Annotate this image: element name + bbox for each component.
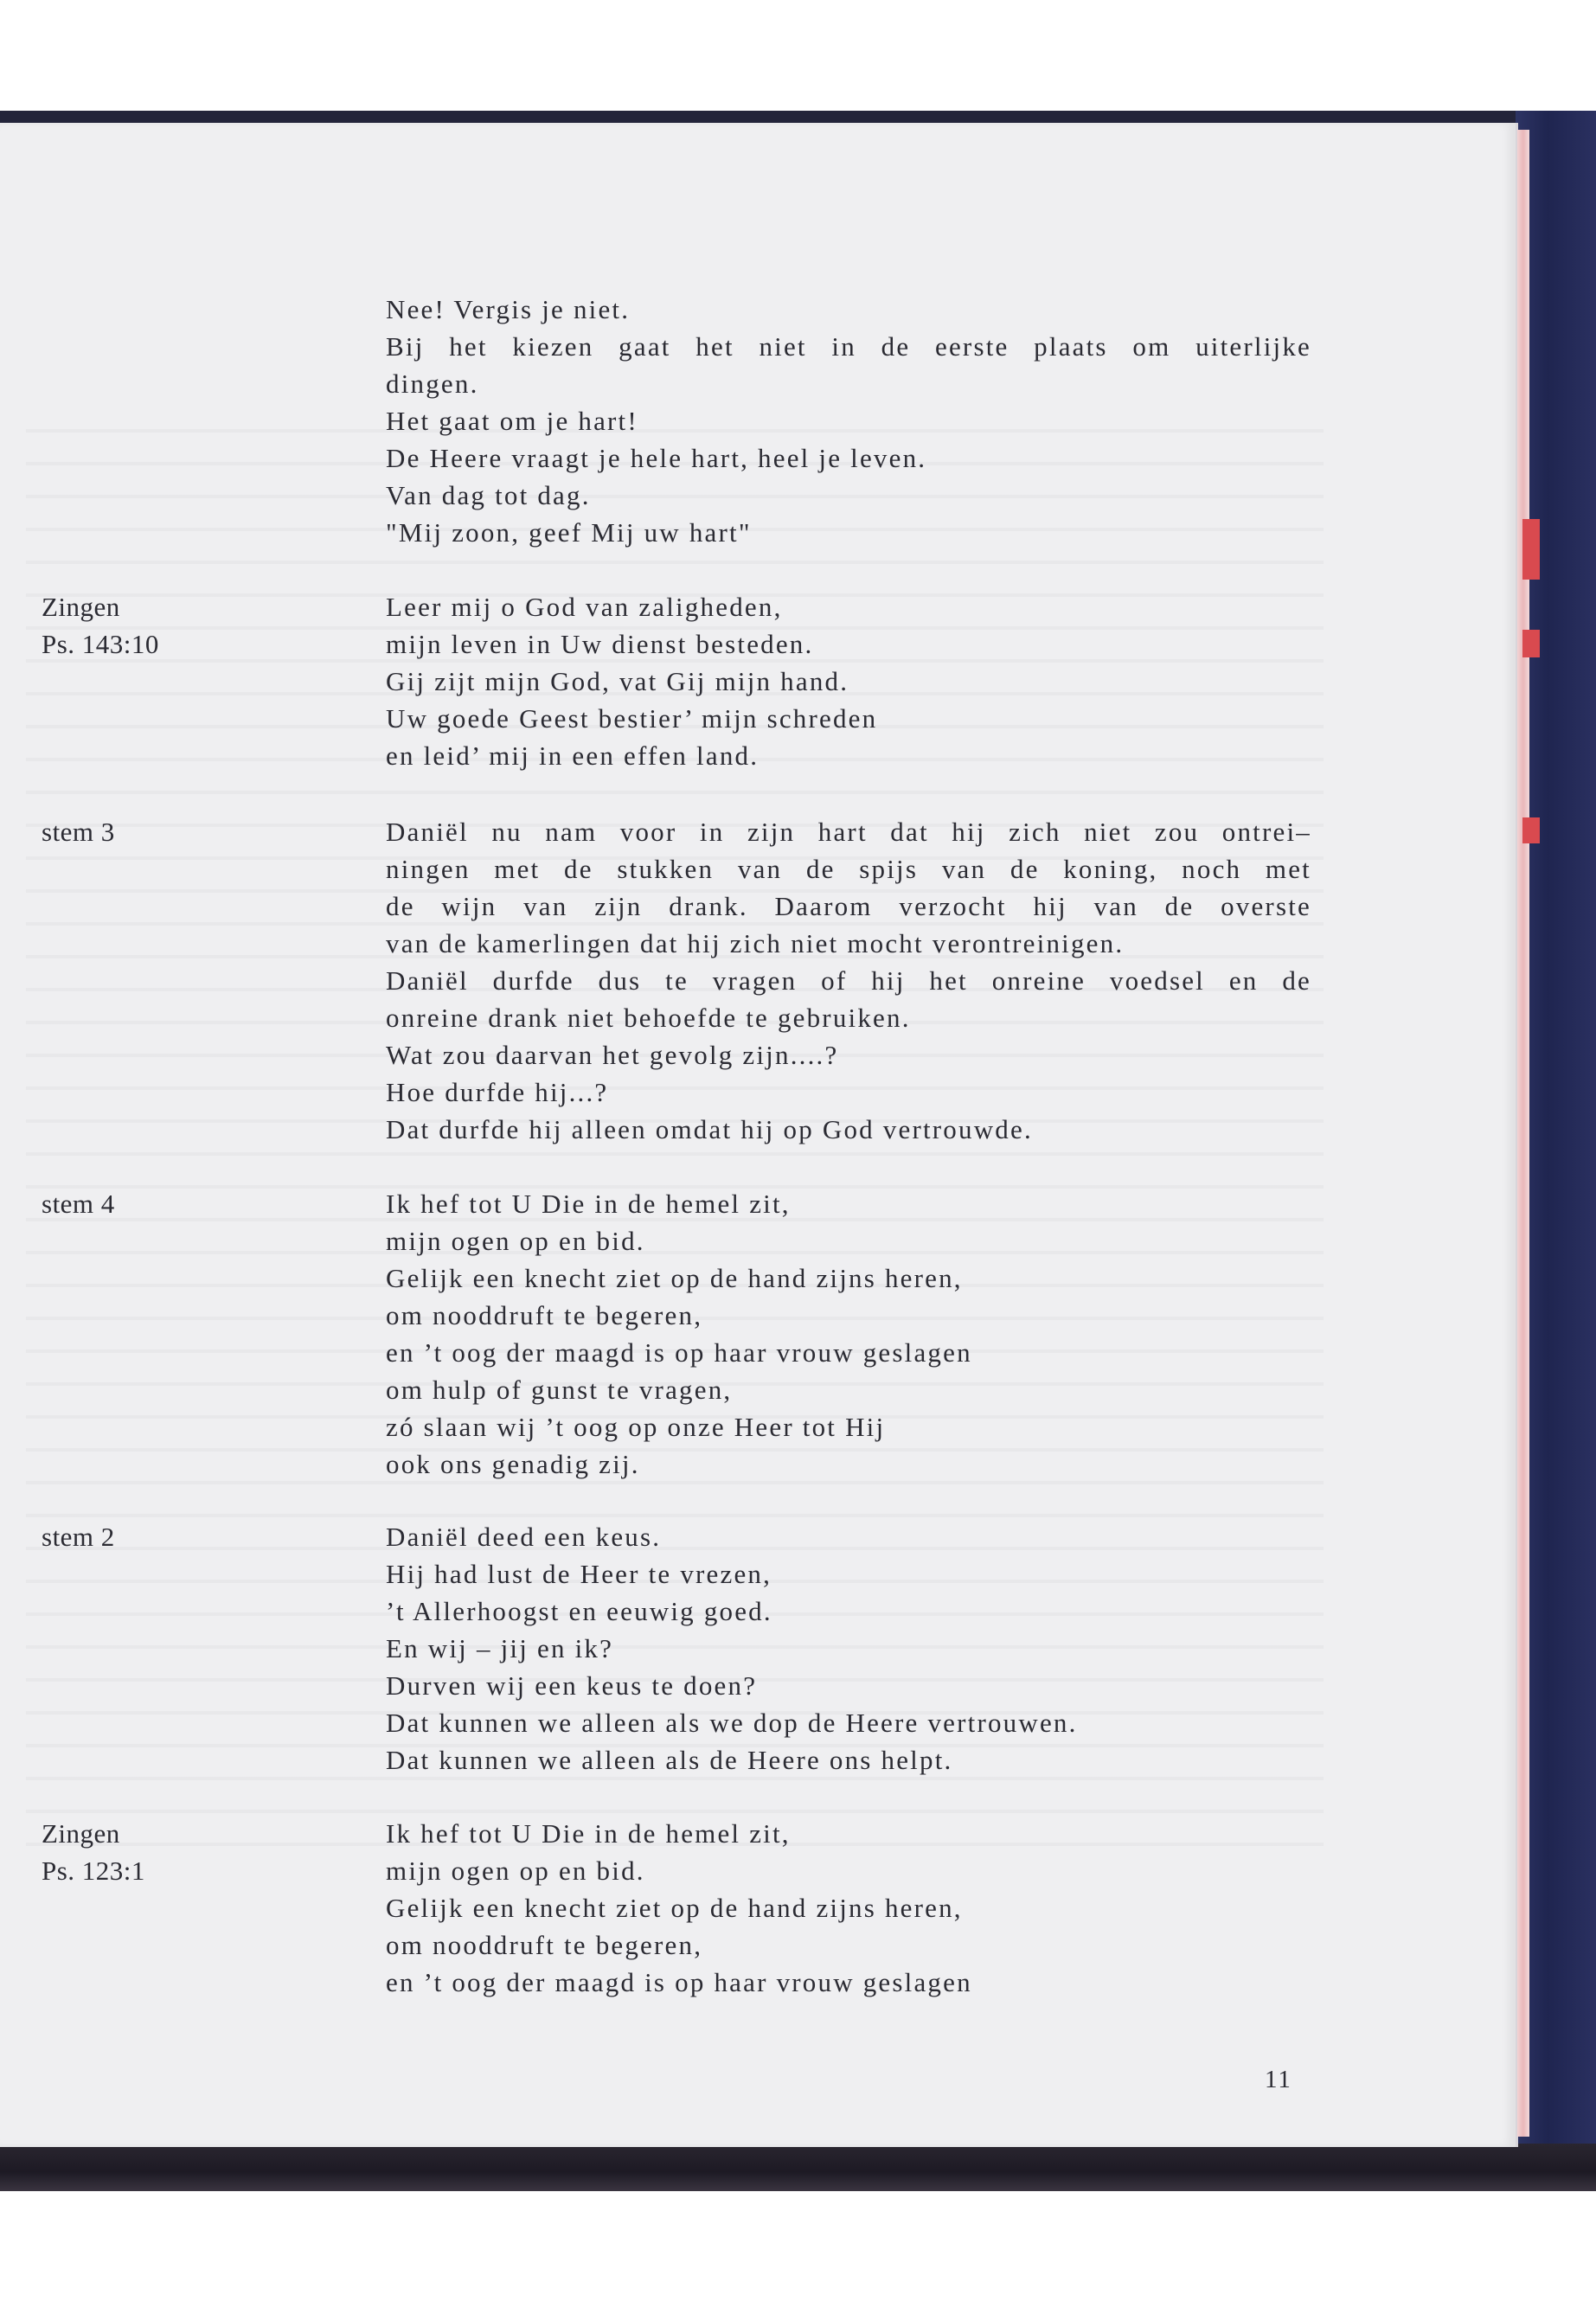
text-line: Uw goede Geest bestier’ mijn schreden	[386, 703, 878, 734]
label-line: stem 3	[42, 817, 115, 847]
text-line: Van dag tot dag.	[386, 480, 591, 510]
text-line: Dat durfde hij alleen omdat hij op God vertrouwde.	[386, 1114, 1033, 1144]
label-line: stem 4	[42, 1189, 115, 1219]
text-line: Bij het kiezen gaat het niet in de eerste plaats om uiterlijke	[386, 331, 1311, 362]
page-tab-marker	[1522, 519, 1540, 580]
text-line: Daniël deed een keus.	[386, 1522, 662, 1552]
text-line: ook ons genadig zij.	[386, 1449, 640, 1479]
text-line: Daniël durfde dus te vragen of hij het onreine voedsel en de	[386, 965, 1311, 996]
text-line: Daniël nu nam voor in zijn hart dat hij zich niet zou ontrei–	[386, 817, 1311, 847]
label-line: Ps. 123:1	[42, 1856, 145, 1886]
section-label	[42, 588, 353, 663]
text-line: Hoe durfde hij...?	[386, 1077, 609, 1107]
text-line: Dat kunnen we alleen als we dop de Heere vertrouwen.	[386, 1708, 1078, 1738]
label-line: Ps. 143:10	[42, 629, 159, 659]
text-line: onreine drank niet behoefde te gebruiken.	[386, 1003, 911, 1033]
text-line: om nooddruft te begeren,	[386, 1930, 703, 1960]
text-line: mijn ogen op en bid.	[386, 1856, 645, 1886]
text-line: Ik hef tot U Die in de hemel zit,	[386, 1818, 791, 1849]
text-line: Nee! Vergis je niet.	[386, 294, 631, 324]
page-tab-marker	[1522, 817, 1540, 843]
section-label	[42, 813, 353, 850]
text-line: Durven wij een keus te doen?	[386, 1670, 758, 1701]
text-line: mijn leven in Uw dienst besteden.	[386, 629, 814, 659]
text-line: de wijn van zijn drank. Daarom verzocht hij van de overste	[386, 891, 1311, 921]
scan-bottom-edge	[0, 2144, 1596, 2191]
text-line: Gelijk een knecht ziet op de hand zijns heren,	[386, 1263, 963, 1293]
text-line: dingen.	[386, 369, 479, 399]
text-line: En wij – jij en ik?	[386, 1633, 614, 1663]
text-line: om hulp of gunst te vragen,	[386, 1375, 733, 1405]
text-line: ’t Allerhoogst en eeuwig goed.	[386, 1596, 772, 1626]
section-label	[42, 1518, 353, 1555]
section-text	[386, 1518, 1311, 1779]
text-line: Het gaat om je hart!	[386, 406, 638, 436]
page-number: 11	[1265, 2066, 1292, 2093]
text-line: en ’t oog der maagd is op haar vrouw geslagen	[386, 1337, 972, 1368]
page-tab-marker	[1522, 630, 1540, 657]
text-line: zó slaan wij ’t oog op onze Heer tot Hij	[386, 1412, 886, 1442]
text-line: en ’t oog der maagd is op haar vrouw geslagen	[386, 1967, 972, 1997]
text-line: ningen met de stukken van de spijs van de koning, noch met	[386, 854, 1311, 884]
label-line: Zingen	[42, 1818, 120, 1849]
section-text	[386, 813, 1311, 1148]
text-line: "Mij zoon, geef Mij uw hart"	[386, 517, 752, 548]
label-line: stem 2	[42, 1522, 115, 1552]
label-line: Zingen	[42, 592, 120, 622]
text-line: Dat kunnen we alleen als de Heere ons helpt.	[386, 1745, 953, 1775]
text-line: om nooddruft te begeren,	[386, 1300, 703, 1330]
text-line: De Heere vraagt je hele hart, heel je leven.	[386, 443, 927, 473]
section-text	[386, 588, 1311, 774]
page-edge-stripe	[1517, 130, 1529, 2137]
section-text	[386, 1815, 1311, 2001]
text-line: Ik hef tot U Die in de hemel zit,	[386, 1189, 791, 1219]
text-line: Hij had lust de Heer te vrezen,	[386, 1559, 772, 1589]
section-text	[386, 1185, 1311, 1483]
text-line: en leid’ mij in een effen land.	[386, 740, 760, 771]
text-line: Gelijk een knecht ziet op de hand zijns heren,	[386, 1893, 963, 1923]
section-text	[386, 291, 1311, 551]
text-line: Leer mij o God van zaligheden,	[386, 592, 783, 622]
text-line: Gij zijt mijn God, vat Gij mijn hand.	[386, 666, 849, 696]
section-label	[42, 1185, 353, 1222]
text-line: Wat zou daarvan het gevolg zijn....?	[386, 1040, 839, 1070]
text-line: van de kamerlingen dat hij zich niet mocht verontreinigen.	[386, 928, 1125, 958]
text-line: mijn ogen op en bid.	[386, 1226, 645, 1256]
section-label	[42, 1815, 353, 1889]
